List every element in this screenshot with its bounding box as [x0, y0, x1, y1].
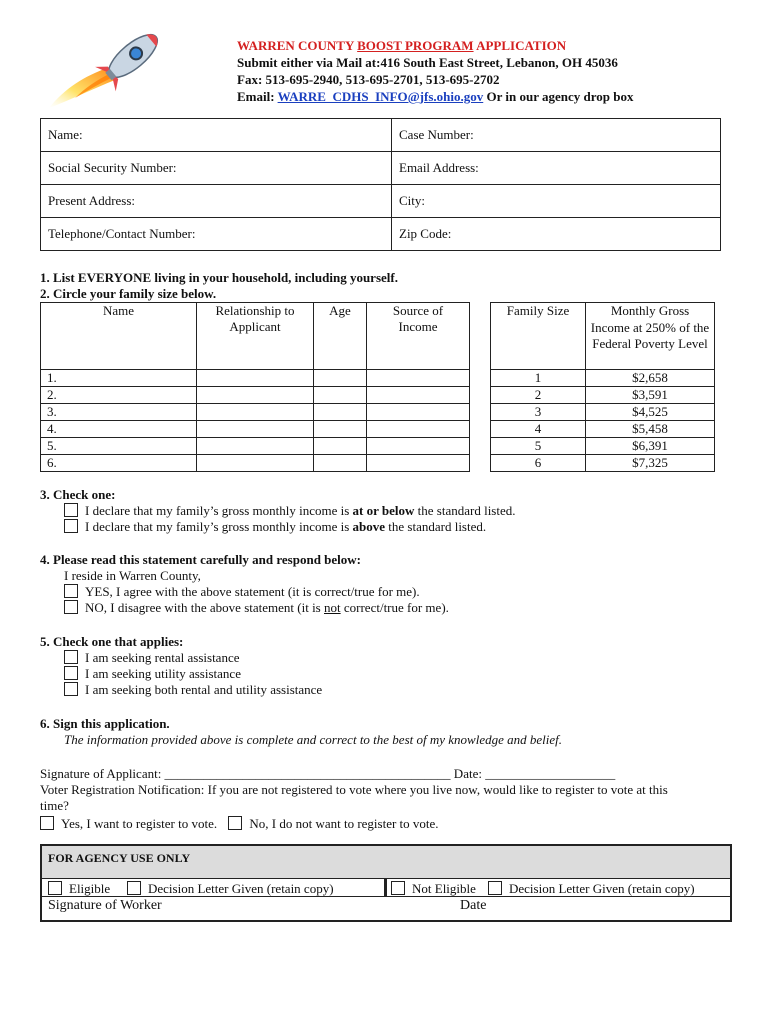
question-1: 1. List EVERYONE living in your household, including yourself.: [40, 270, 398, 285]
checkbox[interactable]: [391, 881, 405, 895]
family-size-row[interactable]: 2 $3,591: [491, 387, 715, 404]
checkbox[interactable]: [64, 650, 78, 664]
q5-option-both[interactable]: I am seeking both rental and utility assistance: [64, 682, 322, 698]
checkbox[interactable]: [64, 666, 78, 680]
household-table: [40, 302, 470, 472]
voter-notice: Voter Registration Notification: If you are not registered to vote where you live now, would like to register to vote at this: [40, 782, 668, 797]
q4-option-no[interactable]: NO, I disagree with the above statement (it is not correct/true for me).: [64, 600, 449, 616]
agency-use-box: [40, 844, 732, 922]
checkbox[interactable]: [127, 881, 141, 895]
question-4-title: 4. Please read this statement carefully and respond below:: [40, 552, 362, 567]
col-source: Source of Income: [367, 303, 470, 370]
q3-option-above[interactable]: I declare that my family’s gross monthly income is above the standard listed.: [64, 519, 516, 535]
family-size-row[interactable]: 1 $2,658: [491, 370, 715, 387]
agency-date-label: Date: [460, 898, 487, 913]
table-row[interactable]: 4.: [41, 421, 470, 438]
agency-decision-right[interactable]: Decision Letter Given (retain copy): [488, 881, 695, 897]
worker-signature-label: Signature of Worker: [48, 898, 162, 913]
voter-yes-option[interactable]: Yes, I want to register to vote.: [40, 816, 217, 831]
table-row[interactable]: 1.: [41, 370, 470, 387]
q5-option-rental[interactable]: I am seeking rental assistance: [64, 650, 322, 666]
certification-statement: The information provided above is complete and correct to the best of my knowledge and belief.: [64, 732, 562, 747]
table-row[interactable]: 3.: [41, 404, 470, 421]
table-row[interactable]: 2.: [41, 387, 470, 404]
table-row[interactable]: 5.: [41, 438, 470, 455]
fax-line: Fax: 513-695-2940, 513-695-2701, 513-695-2702: [237, 72, 500, 87]
q3-option-at-or-below[interactable]: I declare that my family’s gross monthly income is at or below the standard listed.: [64, 503, 516, 519]
header-block: [237, 37, 634, 105]
family-size-row[interactable]: 3 $4,525: [491, 404, 715, 421]
voter-options: [40, 816, 730, 832]
checkbox[interactable]: [64, 584, 78, 598]
ssn-field[interactable]: Social Security Number:: [41, 152, 392, 185]
checkbox[interactable]: [64, 682, 78, 696]
signature-section: [40, 766, 730, 832]
email-line: Email: WARRE_CDHS_INFO@jfs.ohio.gov Or in our agency drop box: [237, 89, 634, 104]
question-3: [40, 487, 516, 535]
col-age: Age: [314, 303, 367, 370]
checkbox[interactable]: [488, 881, 502, 895]
question-6-title: 6. Sign this application.: [40, 716, 170, 731]
col-income-limit: Monthly Gross Income at 250% of the Federal Poverty Level: [586, 303, 715, 370]
city-field[interactable]: City:: [392, 185, 721, 218]
table-row[interactable]: 6.: [41, 455, 470, 472]
agency-title: FOR AGENCY USE ONLY: [48, 851, 191, 865]
col-name: Name: [41, 303, 197, 370]
question-4: [40, 552, 449, 616]
family-size-row[interactable]: 5 $6,391: [491, 438, 715, 455]
agency-eligible-option[interactable]: Eligible: [48, 881, 110, 897]
voter-notice-cont: time?: [40, 798, 69, 813]
mail-line: Submit either via Mail at:416 South East Street, Lebanon, OH 45036: [237, 55, 618, 70]
agency-separator: [42, 896, 730, 897]
address-field[interactable]: Present Address:: [41, 185, 392, 218]
residence-statement: I reside in Warren County,: [64, 568, 201, 583]
agency-decision-left[interactable]: Decision Letter Given (retain copy): [127, 881, 334, 897]
email-link[interactable]: WARRE_CDHS_INFO@jfs.ohio.gov: [277, 89, 484, 104]
checkbox[interactable]: [228, 816, 242, 830]
family-size-row[interactable]: 4 $5,458: [491, 421, 715, 438]
zip-field[interactable]: Zip Code:: [392, 218, 721, 251]
question-3-title: 3. Check one:: [40, 487, 116, 502]
form-title: WARREN COUNTY BOOST PROGRAM APPLICATION: [237, 38, 567, 53]
applicant-info-table: [40, 118, 721, 251]
name-field[interactable]: Name:: [41, 119, 392, 152]
email-field[interactable]: Email Address:: [392, 152, 721, 185]
case-number-field[interactable]: Case Number:: [392, 119, 721, 152]
col-relationship: Relationship to Applicant: [197, 303, 314, 370]
voter-no-option[interactable]: No, I do not want to register to vote.: [228, 816, 438, 831]
checkbox[interactable]: [64, 519, 78, 533]
q4-option-yes[interactable]: YES, I agree with the above statement (it is correct/true for me).: [64, 584, 449, 600]
question-5-title: 5. Check one that applies:: [40, 634, 184, 649]
question-1-2: [40, 270, 398, 302]
checkbox[interactable]: [48, 881, 62, 895]
checkbox[interactable]: [64, 600, 78, 614]
col-family-size: Family Size: [491, 303, 586, 370]
question-5: [40, 634, 322, 698]
q5-option-utility[interactable]: I am seeking utility assistance: [64, 666, 322, 682]
agency-not-eligible-option[interactable]: Not Eligible: [391, 881, 476, 897]
checkbox[interactable]: [40, 816, 54, 830]
family-size-table: [490, 302, 715, 472]
question-2: 2. Circle your family size below.: [40, 286, 217, 301]
rocket-logo: [45, 18, 170, 113]
phone-field[interactable]: Telephone/Contact Number:: [41, 218, 392, 251]
agency-divider: [384, 879, 387, 896]
checkbox[interactable]: [64, 503, 78, 517]
question-6: [40, 716, 562, 748]
applicant-signature-line[interactable]: Signature of Applicant: ____________________________________________ Date: ____________________: [40, 766, 616, 781]
family-size-row[interactable]: 6 $7,325: [491, 455, 715, 472]
